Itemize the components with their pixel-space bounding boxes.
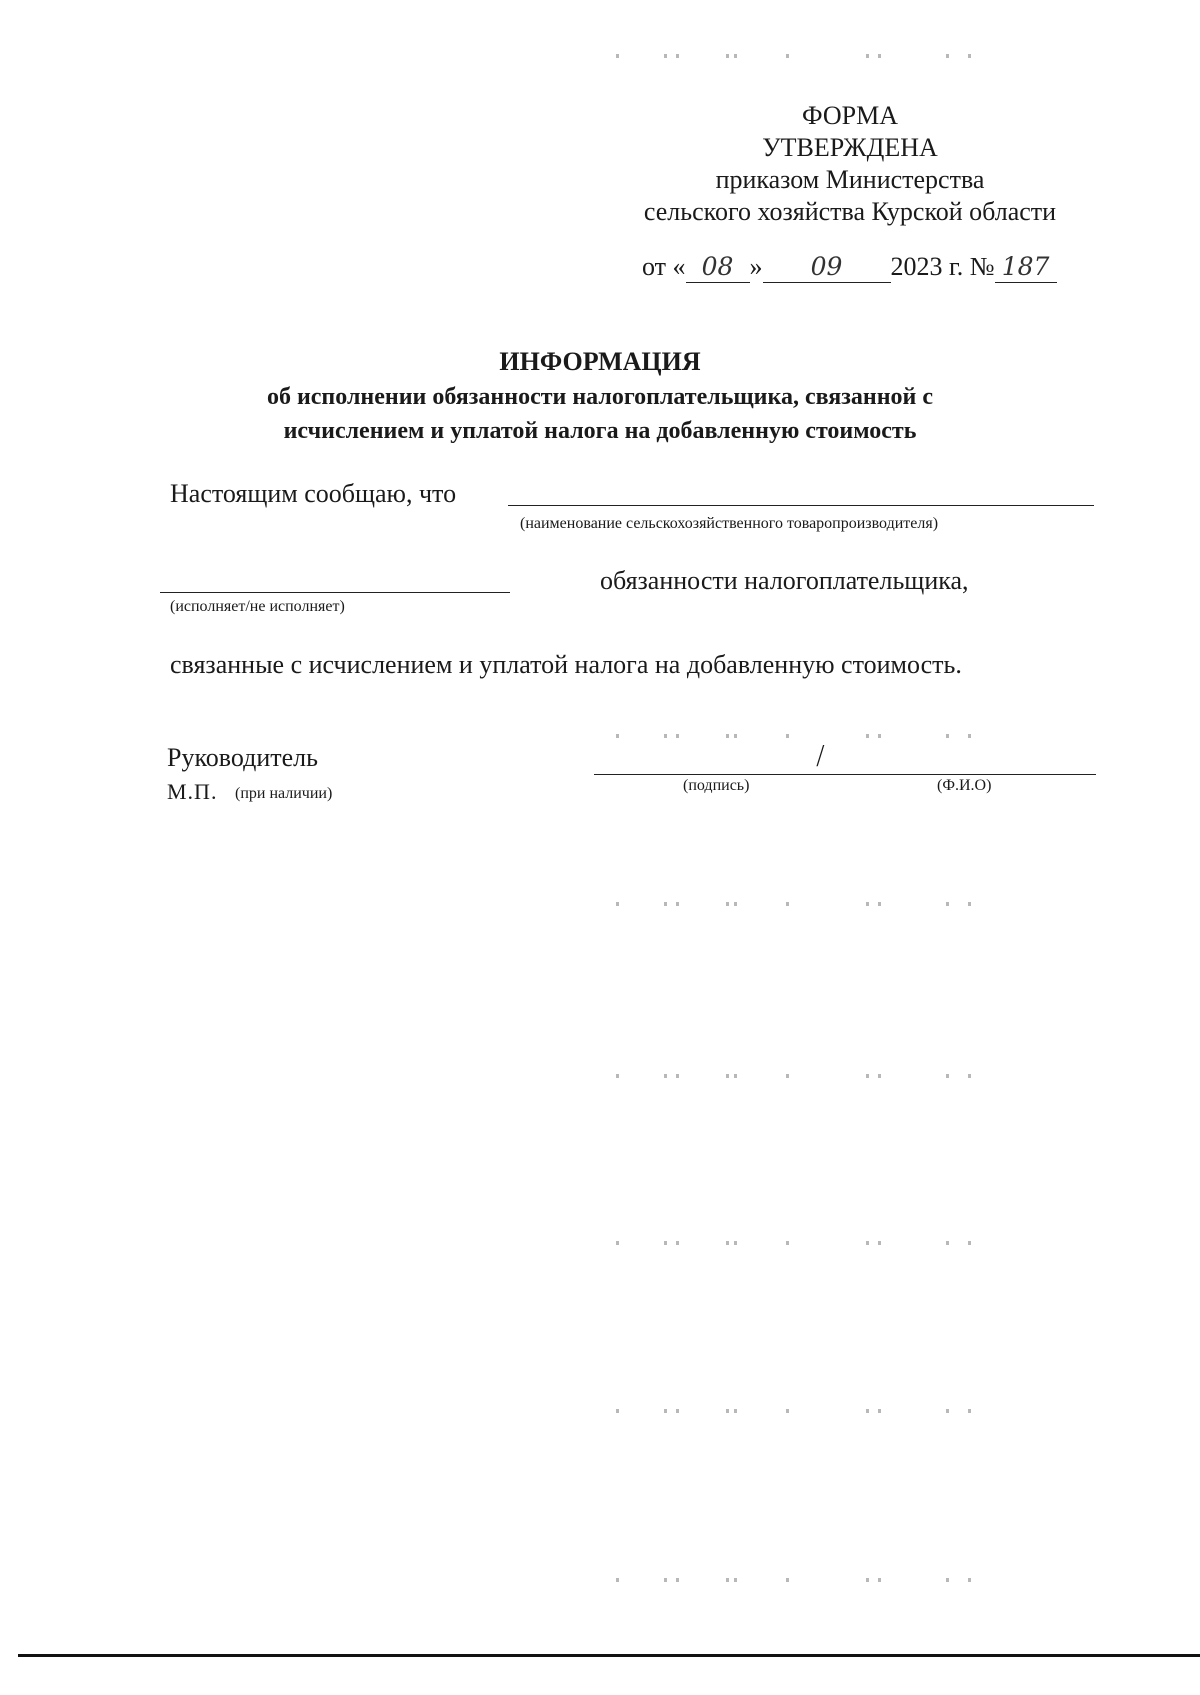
order-number: 187	[995, 252, 1057, 283]
date-month: 09	[763, 252, 891, 283]
date-mid: »	[749, 252, 763, 281]
scan-artifact	[616, 1237, 996, 1251]
executes-field[interactable]	[160, 592, 510, 593]
name-hint: (Ф.И.О)	[937, 777, 992, 794]
approval-date-line	[642, 252, 1057, 283]
document-title: ИНФОРМАЦИЯ	[499, 347, 701, 376]
signature-field[interactable]	[594, 774, 1096, 775]
scan-artifact	[616, 1405, 996, 1419]
order-label: приказом Министерства	[715, 165, 985, 194]
scan-artifact	[616, 898, 996, 912]
scan-artifact	[616, 1574, 996, 1588]
intro-text: Настоящим сообщаю, что	[170, 479, 457, 508]
producer-name-hint: (наименование сельскохозяйственного товаропроизводителя)	[520, 515, 939, 532]
form-label: ФОРМА	[802, 101, 898, 130]
stamp-label: М.П.	[167, 779, 218, 804]
related-text: связанные с исчислением и уплатой налога на добавленную стоимость.	[170, 650, 962, 679]
executes-hint: (исполняет/не исполняет)	[170, 598, 345, 615]
signature-slash: /	[816, 741, 825, 771]
scan-artifact	[616, 50, 996, 64]
approved-label: УТВЕРЖДЕНА	[762, 133, 938, 162]
obligation-text: обязанности налогоплательщика,	[600, 566, 969, 595]
page-bottom-rule	[18, 1654, 1200, 1657]
stamp-hint: (при наличии)	[235, 785, 333, 802]
date-day: 08	[686, 252, 750, 283]
date-year: 2023 г. №	[890, 252, 995, 281]
document-subtitle-2: исчислением и уплатой налога на добавленную стоимость	[283, 418, 917, 444]
scan-artifact	[616, 730, 996, 744]
approval-block	[600, 100, 1100, 228]
date-prefix: от «	[642, 252, 686, 281]
producer-name-field[interactable]	[508, 505, 1094, 506]
head-label: Руководитель	[167, 743, 318, 772]
document-subtitle-1: об исполнении обязанности налогоплательщика, связанной с	[266, 384, 934, 410]
scan-artifact	[616, 1070, 996, 1084]
sign-hint: (подпись)	[683, 777, 750, 794]
ministry-label: сельского хозяйства Курской области	[643, 197, 1057, 226]
